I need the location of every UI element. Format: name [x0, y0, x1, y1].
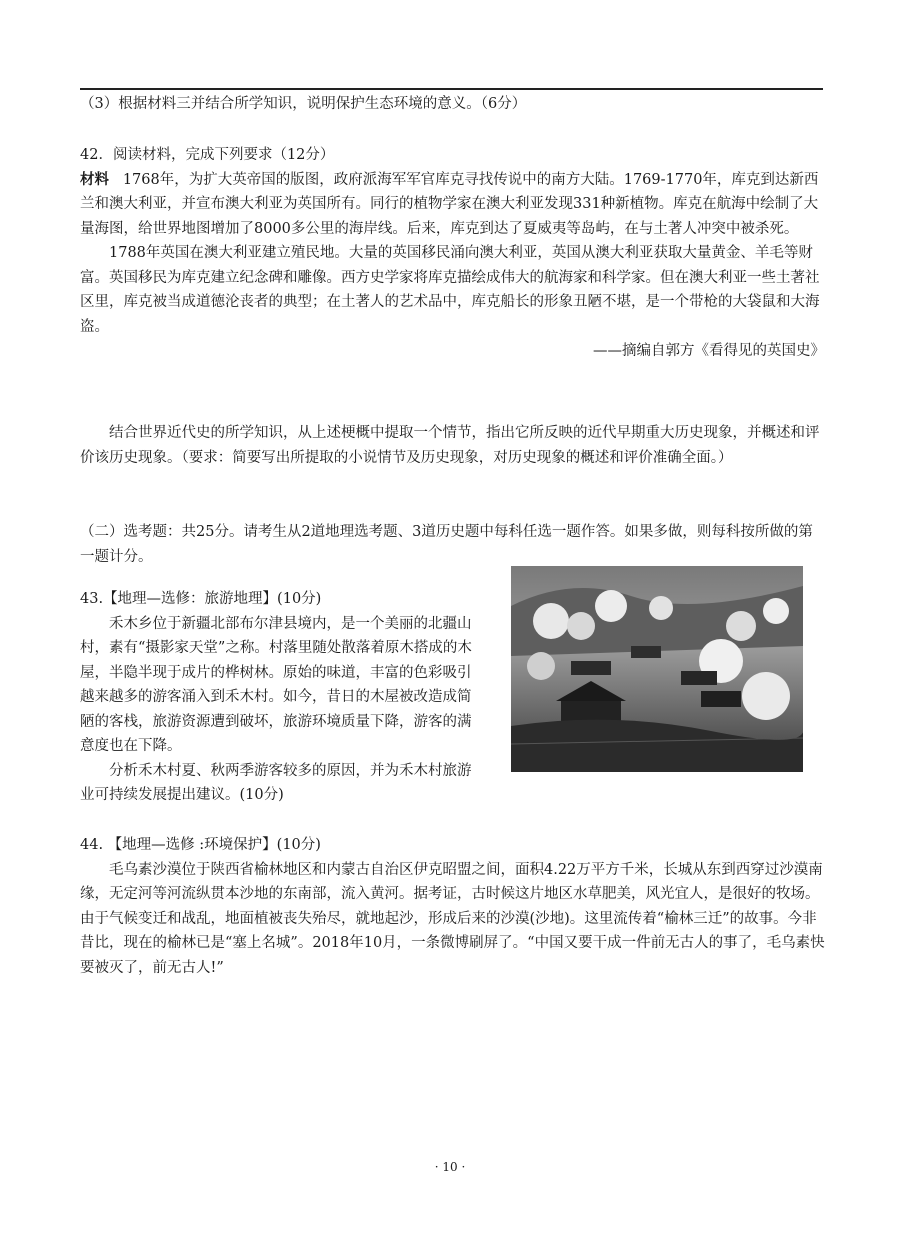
page-number: · 10 · [434, 1160, 466, 1174]
question-43-title: 43.【地理—选修：旅游地理】(10分) [80, 591, 322, 607]
question-42 [80, 143, 825, 364]
question-42-source: ——摘编自郭方《看得见的英国史》 [593, 343, 825, 359]
question-42-title: 42．阅读材料，完成下列要求（12分） [80, 147, 335, 163]
elective-instructions: （二）选考题：共25分。请考生从2道地理选考题、3道历史题中每科任选一题作答。如果多做，则每科按所做的第一题计分。 [80, 524, 813, 565]
question-44-material: 毛乌素沙漠位于陕西省榆林地区和内蒙古自治区伊克昭盟之间，面积4.22万平方千米，长城从东到西穿过沙漠南缘，无定河等河流纵贯本沙地的东南部，流入黄河。据考证，古时候这片地区水草肥美，风光宜人，是很好的牧场。由于气候变迁和战乱，地面植被丧失殆尽，就地起沙，形成后来的沙漠(沙地)。这里流传着“榆林三迁”的故事。今非昔比，现在的榆林已是“塞上名城”。2018年10月，一条微博刷屏了。“中国又要干成一件前无古人的事了，毛乌素快要被灭了，前无古人!” [80, 861, 825, 976]
question-43 [80, 587, 480, 808]
question-42-material-2: 1788年英国在澳大利亚建立殖民地。大量的英国移民涌向澳大利亚，英国从澳大利亚获取大量黄金、羊毛等财富。英国移民为库克建立纪念碑和雕像。西方史学家将库克描绘成伟大的航海家和科学家。但在澳大利亚一些土著社区里，库克被当成道德沦丧者的典型；在土著人的艺术品中，库克船长的形象丑陋不堪，是一个带枪的大袋鼠和大海盗。 [80, 245, 820, 335]
question-42-task: 结合世界近代史的所学知识，从上述梗概中提取一个情节，指出它所反映的近代早期重大历史现象，并概述和评价该历史现象。（要求：简要写出所提取的小说情节及历史现象，对历史现象的概述和评价准确全面。） [80, 425, 820, 466]
question-43-material: 禾木乡位于新疆北部布尔津县境内，是一个美丽的北疆山村，素有“摄影家天堂”之称。村落里随处散落着原木搭成的木屋，半隐半现于成片的桦树林。原始的味道，丰富的色彩吸引越来越多的游客涌入到禾木村。如今，昔日的木屋被改造成简陋的客栈，旅游资源遭到破坏，旅游环境质量下降，游客的满意度也在下降。 [80, 615, 472, 754]
question-43-task: 分析禾木村夏、秋两季游客较多的原因，并为禾木村旅游业可持续发展提出建议。(10分) [80, 762, 472, 803]
header-rule [80, 88, 823, 90]
question-44 [80, 833, 825, 980]
question-44-title: 44. 【地理—选修 :环境保护】(10分) [80, 837, 321, 853]
hemu-village-photo [511, 566, 803, 772]
question-42-material-1: 材料 1768年，为扩大英帝国的版图，政府派海军军官库克寻找传说中的南方大陆。1769-1770年，库克到达新西兰和澳大利亚，并宣布澳大利亚为英国所有。同行的植物学家在澳大利亚发现331种新植物。库克在航海中绘制了大量海图，给世界地图增加了8000多公里的海岸线。后来，库克到达了夏威夷等岛屿，在与土著人冲突中被杀死。 [80, 170, 819, 237]
question-41-part3: （3）根据材料三并结合所学知识，说明保护生态环境的意义。（6分） [80, 96, 527, 112]
